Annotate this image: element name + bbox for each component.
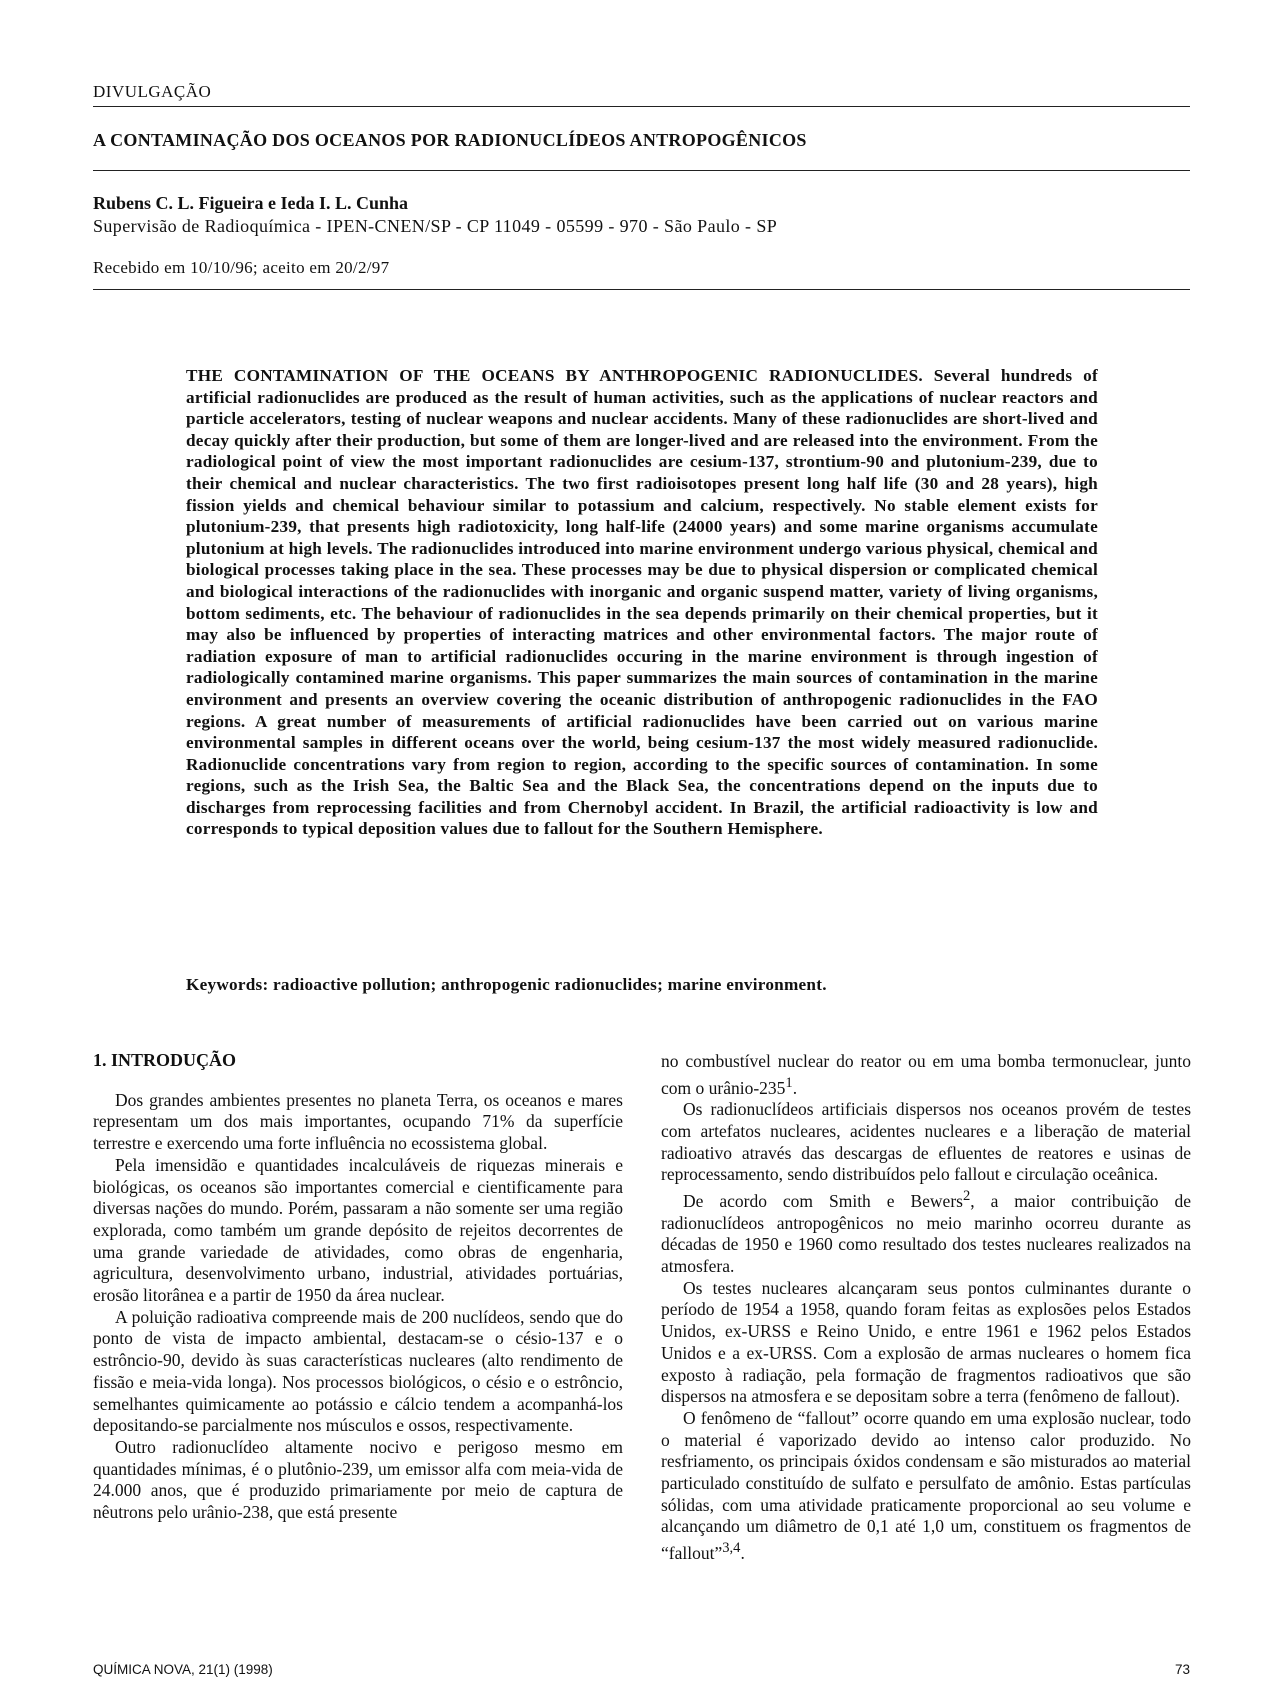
journal-citation: QUÍMICA NOVA, 21(1) (1998) (93, 1662, 273, 1677)
received-dates: Recebido em 10/10/96; aceito em 20/2/97 (93, 258, 390, 277)
paragraph (661, 1051, 1191, 1099)
authors: Rubens C. L. Figueira e Ieda I. L. Cunha (93, 193, 409, 213)
keywords: Keywords: radioactive pollution; anthropogenic radionuclides; marine environment. (186, 975, 827, 994)
citation-ref: 3,4 (722, 1540, 741, 1557)
paragraph: Dos grandes ambientes presentes no planeta Terra, os oceanos e mares representam um dos mais importantes, ocupando 71% da superfície terrestre e exercendo uma forte influência no ecossistema global. (93, 1089, 623, 1154)
paragraph-text: O fenômeno de “fallout” ocorre quando em uma explosão nuclear, todo o material é vaporizado devido ao intenso calor produzido. No resfriamento, os principais óxidos condensam e são misturados ao material particulado constituído de sulfato e persulfato de amônio. Estas partículas sólidas, com uma atividade praticamente proporcional ao seu volume e alcançando um diâmetro de 0,1 até 1,0 um, constituem os fragmentos de “fallout” (661, 1407, 1191, 1563)
right-column (661, 1051, 1191, 1565)
citation-ref: 1 (785, 1074, 793, 1091)
citation-ref: 2 (962, 1188, 971, 1205)
paragraph: Os testes nucleares alcançaram seus pontos culminantes durante o período de 1954 a 1958, quando foram feitas as explosões pelos Estados Unidos, ex-URSS e Reino Unido, e entre 1961 e 1962 pelos Estados Unidos e a ex-URSS. Com a explosão de armas nucleares o homem fica exposto à radiação, pela formação de fragmentos radioativos que são dispersos na atmosfera e se depositam sobre a terra (fenômeno de fallout). (661, 1277, 1191, 1407)
paragraph-text: no combustível nuclear do reator ou em uma bomba termonuclear, junto com o urânio-235 (661, 1051, 1191, 1098)
abstract: THE CONTAMINATION OF THE OCEANS BY ANTHROPOGENIC RADIONUCLIDES. Several hundreds of artificial radionuclides are produced as the result of human activities, such as the applications of nuclear reactors and particle accelerators, testing of nuclear weapons and nuclear accidents. Many of these radionuclides are short-lived and decay quickly after their production, but some of them are longer-lived and are released into the environment. From the radiological point of view the most important radionuclides are cesium-137, strontium-90 and plutonium-239, due to their chemical and nuclear characteristics. The two first radioisotopes present long half life (30 and 28 years), high fission yields and chemical behaviour similar to potassium and calcium, respectively. No stable element exists for plutonium-239, that presents high radiotoxicity, long half-life (24000 years) and some marine organisms accumulate plutonium at high levels. The radionuclides introduced into marine environment undergo various physical, chemical and biological processes taking place in the sea. These processes may be due to physical dispersion or complicated chemical and biological interactions of the radionuclides with inorganic and organic suspend matter, variety of living organisms, bottom sediments, etc. The behaviour of radionuclides in the sea depends primarily on their chemical properties, but it may also be influenced by properties of interacting matrices and other environmental factors. The major route of radiation exposure of man to artificial radionuclides occuring in the marine environment is through ingestion of radiologically contamined marine organisms. This paper summarizes the main sources of contamination in the marine environment and presents an overview covering the oceanic distribution of anthropogenic radionuclides in the FAO regions. A great number of measurements of artificial radionuclides have been carried out on various marine environmental samples in different oceans over the world, being cesium-137 the most widely measured radionuclide. Radionuclide concentrations vary from region to region, according to the specific sources of contamination. In some regions, such as the Irish Sea, the Baltic Sea and the Black Sea, the concentrations depend on the inputs due to discharges from reprocessing facilities and from Chernobyl accident. In Brazil, the artificial radioactivity is low and corresponds to typical deposition values due to fallout for the Southern Hemisphere. (186, 366, 1098, 839)
paragraph (661, 1408, 1191, 1565)
paragraph: A poluição radioativa compreende mais de 200 nuclídeos, sendo que do ponto de vista de impacto ambiental, destacam-se o césio-137 e o estrôncio-90, devido às suas características nucleares (alto rendimento de fissão e meia-vida longa). Nos processos biológicos, o césio e o estrôncio, semelhantes quimicamente ao potássio e cálcio tendem a acompanhá-los depositando-se parcialmente nos músculos e ossos, respectivamente. (93, 1306, 623, 1436)
section-heading: 1. INTRODUÇÃO (93, 1050, 237, 1070)
page-number: 73 (1174, 1662, 1190, 1677)
title-divider (93, 170, 1190, 171)
paragraph: Outro radionuclídeo altamente nocivo e perigoso mesmo em quantidades mínimas, é o plutônio-239, um emissor alfa com meia-vida de 24.000 anos, que é produzido primariamente por meio de captura de nêutrons pelo urânio-238, que está presente (93, 1436, 623, 1523)
affiliation: Supervisão de Radioquímica - IPEN-CNEN/SP - CP 11049 - 05599 - 970 - São Paulo - SP (93, 216, 778, 236)
left-column (93, 1050, 623, 1524)
meta-divider (93, 289, 1190, 290)
paragraph-text: De acordo com Smith e Bewers (683, 1190, 963, 1211)
punctuation: . (792, 1077, 798, 1098)
article-title: A CONTAMINAÇÃO DOS OCEANOS POR RADIONUCLÍDEOS ANTROPOGÊNICOS (93, 130, 807, 150)
paragraph: Os radionuclídeos artificiais dispersos nos oceanos provém de testes com artefatos nucleares, acidentes nucleares e a liberação de material radioativo através das descargas de efluentes de reatores e usinas de reprocessamento, sendo distribuídos pelo fallout e circulação oceânica. (661, 1099, 1191, 1185)
header-divider (93, 106, 1190, 107)
paragraph-text: , a maior contribuição de radionuclídeos antropogênicos no meio marinho ocorreu durante as décadas de 1950 e 1960 como resultado dos testes nucleares realizados na atmosfera. (661, 1190, 1192, 1276)
punctuation: . (740, 1542, 745, 1563)
section-label: DIVULGAÇÃO (93, 82, 212, 101)
paragraph: Pela imensidão e quantidades incalculáveis de riquezas minerais e biológicas, os oceanos são importantes comercial e cientificamente para diversas nações do mundo. Porém, passaram a não somente ser uma região explorada, como também um grande depósito de rejeitos decorrentes de uma grande variedade de atividades, como obras de engenharia, agricultura, desenvolvimento urbano, industrial, atividades portuárias, erosão litorânea e a partir de 1950 da área nuclear. (93, 1154, 623, 1306)
paragraph (661, 1186, 1191, 1278)
